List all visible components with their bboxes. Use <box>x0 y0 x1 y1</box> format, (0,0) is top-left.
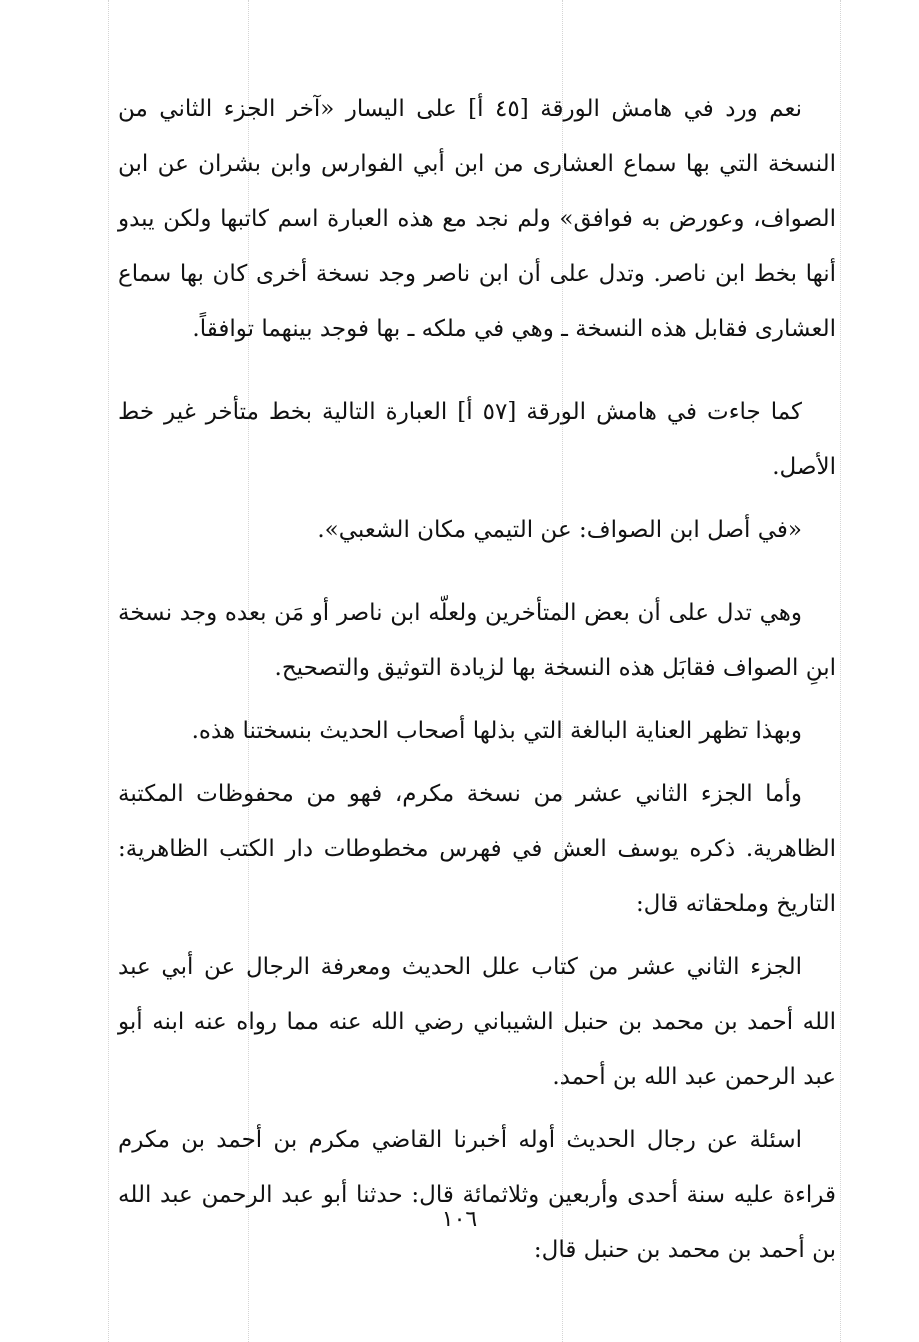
paragraph-margin-note-45: نعم ورد في هامش الورقة [٤٥ أ] على اليسار «آخر الجزء الثاني من النسخة التي بها سماع العشارى من ابن أبي الفوارس وابن بشران عن ابن الصواف، وعورض به فوافق» ولم نجد مع هذه العبارة اسم كاتبها ولكن يبدو أنها بخط ابن ناصر. وتدل على أن ابن ناصر وجد نسخة أخرى كان بها سماع العشارى فقابل هذه النسخة ـ وهي في ملكه ـ بها فوجد بينهما توافقاً. <box>118 96 836 342</box>
paragraph-part-twelve: وأما الجزء الثاني عشر من نسخة مكرم، فهو من محفوظات المكتبة الظاهرية. ذكره يوسف العش في فهرس مخطوطات دار الكتب الظاهرية: التاريخ وملحقاته قال: <box>118 781 836 917</box>
body-text <box>118 82 836 1278</box>
paragraph-margin-note-57: كما جاءت في هامش الورقة [٥٧ أ] العبارة التالية بخط متأخر غير خط الأصل. <box>118 399 836 480</box>
paragraph-care-of-scholars: وبهذا تظهر العناية البالغة التي بذلها أصحاب الحديث بنسختنا هذه. <box>191 718 802 744</box>
scan-artifact-line <box>840 0 841 1342</box>
paragraph-later-collation: وهي تدل على أن بعض المتأخرين ولعلّه ابن ناصر أو مَن بعده وجد نسخة ابنِ الصواف فقابَل هذه النسخة بها لزيادة التوثيق والتصحيح. <box>118 600 836 681</box>
page-number: ١٠٦ <box>441 1207 478 1232</box>
quoted-note: «في أصل ابن الصواف: عن التيمي مكان الشعبي». <box>317 517 802 543</box>
paragraph-catalog-opening: اسئلة عن رجال الحديث أوله أخبرنا القاضي مكرم بن أحمد بن مكرم قراءة عليه سنة أحدى وأربعين وثلاثمائة قال: حدثنا أبو عبد الرحمن عبد الله بن أحمد بن محمد بن حنبل قال: <box>118 1127 836 1263</box>
scan-artifact-line <box>108 0 109 1342</box>
paragraph-catalog-title: الجزء الثاني عشر من كتاب علل الحديث ومعرفة الرجال عن أبي عبد الله أحمد بن محمد بن حنبل الشيباني رضي الله عنه مما رواه عنه ابنه أبو عبد الرحمن عبد الله بن أحمد. <box>118 954 836 1090</box>
